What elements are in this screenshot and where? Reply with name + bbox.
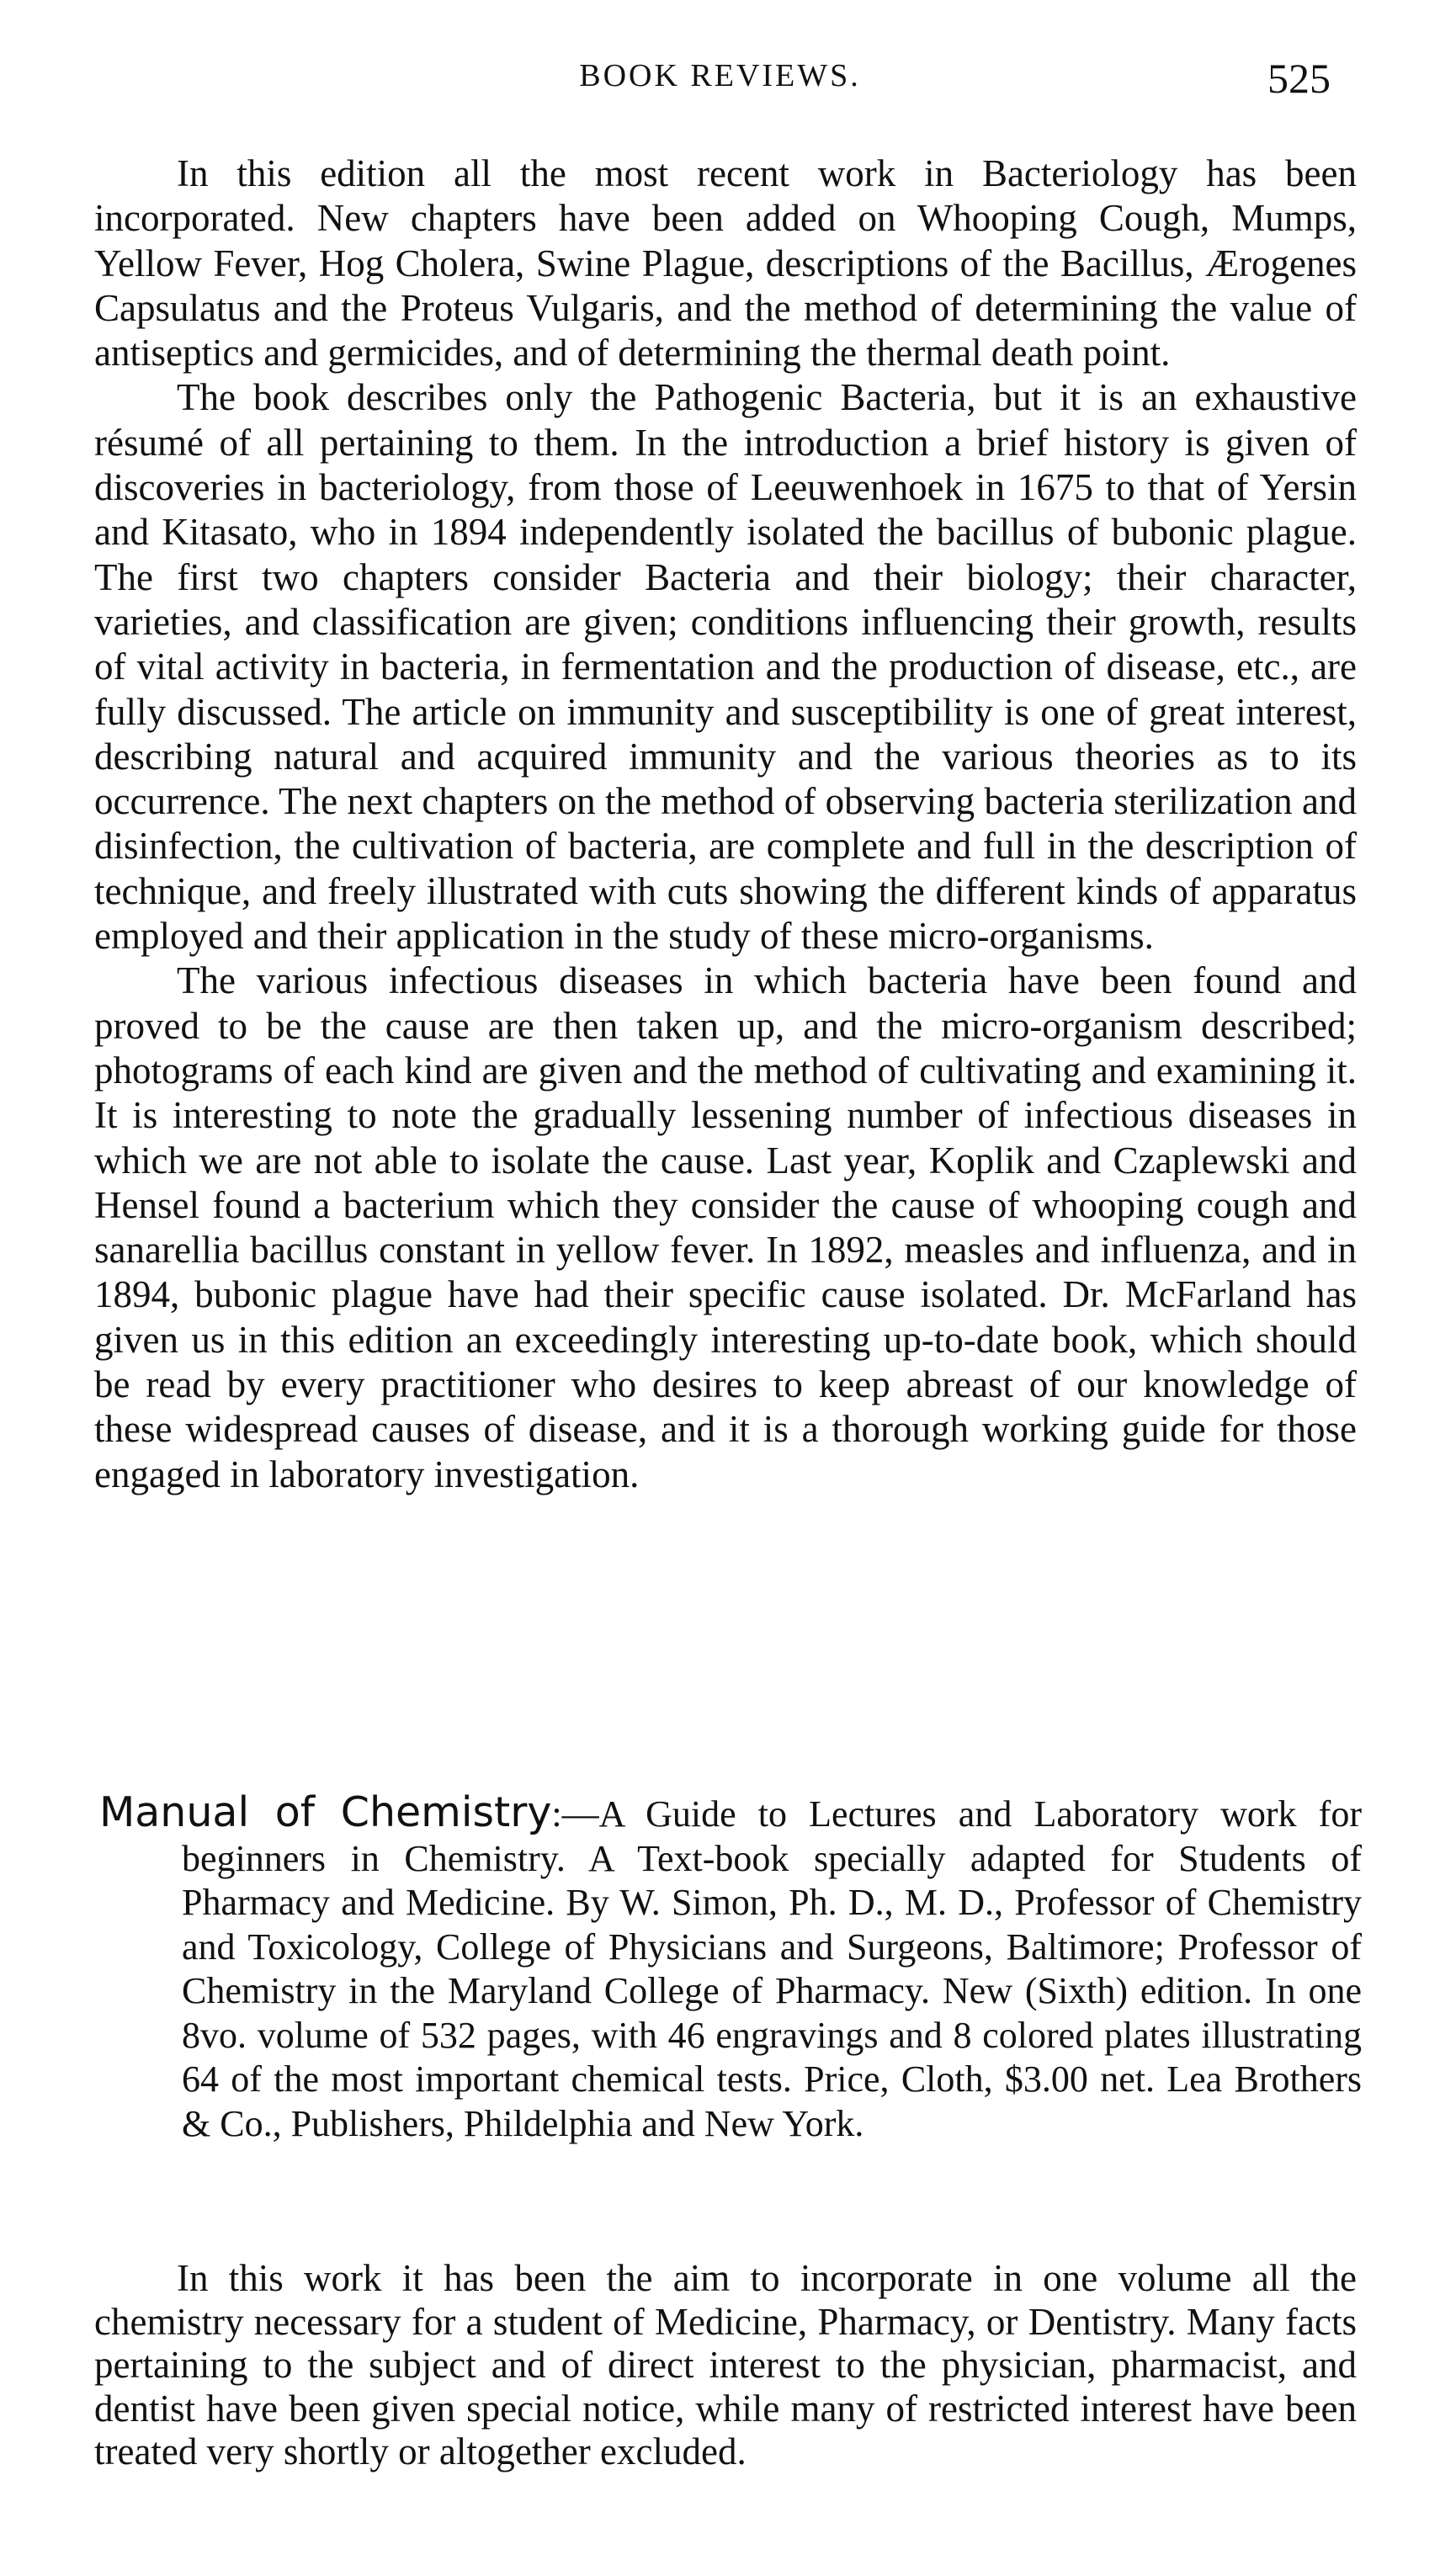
paragraph: The various infectious diseases in which bacteria have been found and proved to be the cause are then taken up, and the micro-organism described; photograms of each kind are given and the method of cultivating and examining it. It is interesting to note the gradually lessening number of infectious diseases in which we are not able to isolate the cause. Last year, Koplik and Czaplewski and Hensel found a bacterium which they consider the cause of whooping cough and sanarellia bacillus constant in yellow fever. In 1892, measles and influenza, and in 1894, bubonic plague have had their specific cause isolated. Dr. McFarland has given us in this edition an exceedingly interesting up-to-date book, which should be read by every practitioner who desires to keep abreast of our knowledge of these widespread causes of disease, and it is a thorough working guide for those engaged in laboratory investigation.: [94, 959, 1357, 1495]
book-entry-manual-of-chemistry: [99, 1788, 1362, 2146]
book-description: :—A Guide to Lectures and Laboratory work for beginners in Chemistry. A Text-book specially adapted for Students of Pharmacy and Medicine. By W. Simon, Ph. D., M. D., Professor of Chemistry and Toxicology, College of Physicians and Surgeons, Baltimore; Professor of Chemistry in the Maryland College of Pharmacy. New (Sixth) edition. In one 8vo. volume of 532 pages, with 46 engravings and 8 colored plates illustrating 64 of the most important chemical tests. Price, Cloth, $3.00 net. Lea Brothers & Co., Publishers, Phildelphia and New York.: [182, 1793, 1362, 2144]
paragraph: In this work it has been the aim to incorporate in one volume all the chemistry necessary for a student of Medicine, Pharmacy, or Dentistry. Many facts pertaining to the subject and of direct interest to the physician, pharmacist, and dentist have been given special notice, while many of restricted interest have been treated very shortly or altogether excluded.: [94, 2257, 1357, 2472]
running-head: [84, 57, 1356, 108]
review-chemistry: [94, 2257, 1357, 2474]
book-title: Manual of Chemistry: [99, 1788, 552, 1836]
review-bacteriology: [94, 151, 1357, 1497]
paragraph: In this edition all the most recent work in Bacteriology has been incorporated. New chapters have been added on Whooping Cough, Mumps, Yellow Fever, Hog Cholera, Swine Plague, descriptions of the Bacillus, Ærogenes Capsulatus and the Proteus Vulgaris, and the method of determining the value of antiseptics and germicides, and of determining the thermal death point.: [94, 152, 1357, 374]
page-number: 525: [1267, 55, 1331, 102]
paragraph: The book describes only the Pathogenic Bacteria, but it is an exhaustive résumé of all pertaining to them. In the introduction a brief history is given of discoveries in bacteriology, from those of Leeuwenhoek in 1675 to that of Yersin and Kitasato, who in 1894 independently isolated the bacillus of bubonic plague. The first two chapters consider Bacteria and their biology; their character, varieties, and classification are given; conditions influencing their growth, results of vital activity in bacteria, in fermentation and the production of disease, etc., are fully discussed. The article on immunity and susceptibility is one of great interest, describing natural and acquired immunity and the various theories as to its occurrence. The next chapters on the method of observing bacteria sterilization and disinfection, the cultivation of bacteria, are complete and full in the description of technique, and freely illustrated with cuts showing the different kinds of apparatus employed and their application in the study of these micro-organisms.: [94, 376, 1357, 958]
section-title: BOOK REVIEWS.: [579, 58, 861, 93]
book-entry-text: [99, 1788, 1362, 2146]
